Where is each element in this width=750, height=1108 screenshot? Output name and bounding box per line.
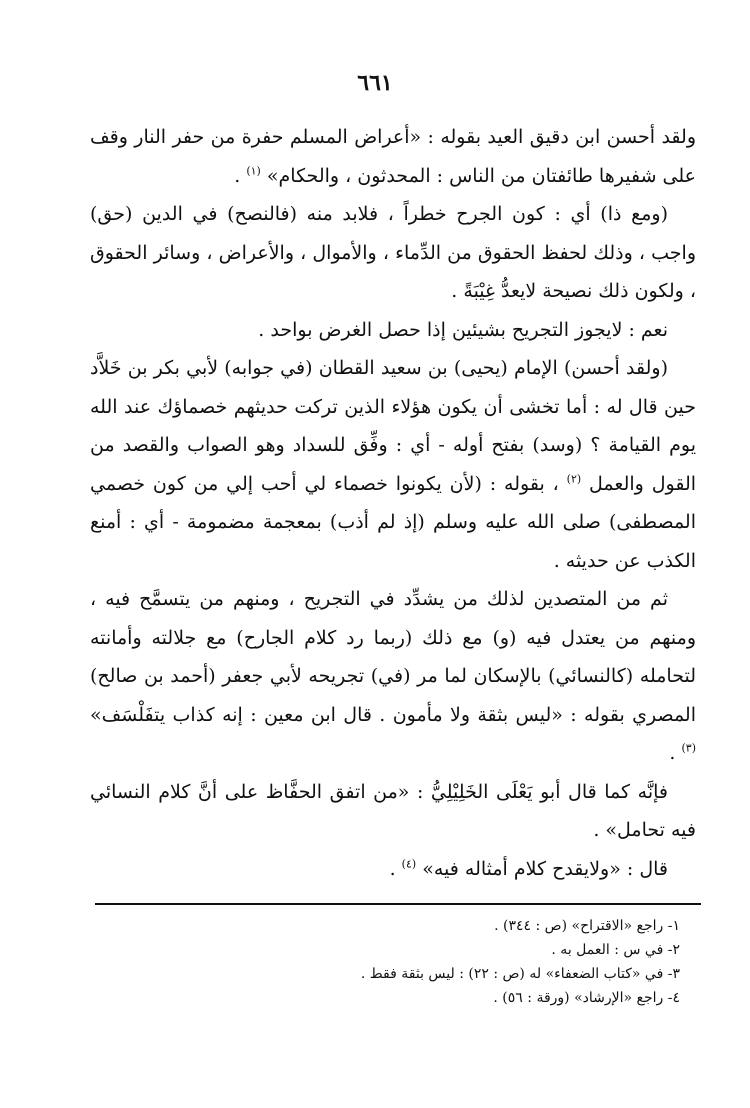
paragraph-7-tail: . xyxy=(389,857,402,880)
paragraph-4-tail: ، بقوله : (لأن يكونوا خصماء لي أحب إلي من كون خصمي المصطفى) صلى الله عليه وسلم (إذ لم أذب) بمعجمة مضمومة - أي : أمنع الكذب عن حديثه . xyxy=(90,472,696,572)
page-number: ٦٦١ xyxy=(357,70,393,96)
paragraph-1-text: ولقد أحسن ابن دقيق العيد بقوله : «أعراض المسلم حفرة من حفر النار وقف على شفيرها طائفتان من الناس : المحدثون ، والحكام» xyxy=(90,126,696,187)
footnote-ref-2: (٢) xyxy=(566,472,582,486)
footnote-ref-4: (٤) xyxy=(401,857,417,871)
main-text xyxy=(90,118,696,888)
paragraph-5-tail: . xyxy=(669,742,682,764)
footnote-ref-1: (١) xyxy=(246,164,261,178)
paragraph-7 xyxy=(90,850,696,889)
footnotes xyxy=(95,914,680,1010)
paragraph-2: (ومع ذا) أي : كون الجرح خطراً ، فلابد منه (فالنصح) في الدين (حق) واجب ، وذلك لحفظ الحقوق من الدِّماء ، والأموال ، والأعراض ، وسائر الحقوق ، ولكون ذلك نصيحة لايعدُّ غِيْبَةً . xyxy=(90,203,696,302)
footnote-4: ٤- راجع «الإرشاد» (ورقة : ٥٦) . xyxy=(493,990,680,1006)
footnote-2: ٢- في س : العمل به . xyxy=(551,942,680,958)
footnote-3: ٣- في «كتاب الضعفاء» له (ص : ٢٢) : ليس بثقة فقط . xyxy=(360,966,680,982)
paragraph-4-text: (ولقد أحسن) الإمام (يحيى) بن سعيد القطان (في جوابه) لأبي بكر بن خَلاَّد حين قال له : أما تخشى أن يكون هؤلاء الذين تركت حديثهم خصماؤك عند الله يوم القيامة ؟ (وسد) بفتح أوله - أي : وفِّق للسداد وهو الصواب والقصد من القول والعمل xyxy=(90,357,697,495)
footnote-1: ١- راجع «الاقتراح» (ص : ٣٤٤) . xyxy=(494,918,680,934)
paragraph-5-text: ثم من المتصدين لذلك من يشدِّد في التجريح ، ومنهم من يتسمَّح فيه ، ومنهم من يعتدل فيه (و) مع ذلك (ربما رد كلام الجارح) مع جلالته وأمانته لتحامله (كالنسائي) بالإسكان لما مر (في) تجريحه لأبي جعفر (أحمد بن صالح) المصري بقوله : «ليس بثقة ولا مأمون . قال ابن معين : إنه كذاب يتفَلْسَف» xyxy=(90,588,696,726)
paragraph-3: نعم : لايجوز التجريح بشيئين إذا حصل الغرض بواحد . xyxy=(258,318,668,341)
footnote-ref-3: (٣) xyxy=(681,741,696,755)
paragraph-6: فإنَّه كما قال أبو يَعْلَى الخَلِيْلِيُّ : «من اتفق الحفَّاظ على أنَّ كلام النسائي فيه تحامل» . xyxy=(90,780,696,841)
paragraph-4 xyxy=(90,349,696,580)
paragraph-7-text: قال : «ولايقدح كلام أمثاله فيه» xyxy=(422,857,668,880)
footnote-separator xyxy=(95,903,701,905)
paragraph-1 xyxy=(90,118,696,195)
paragraph-5 xyxy=(90,580,696,773)
paragraph-1-tail: . xyxy=(234,164,247,187)
